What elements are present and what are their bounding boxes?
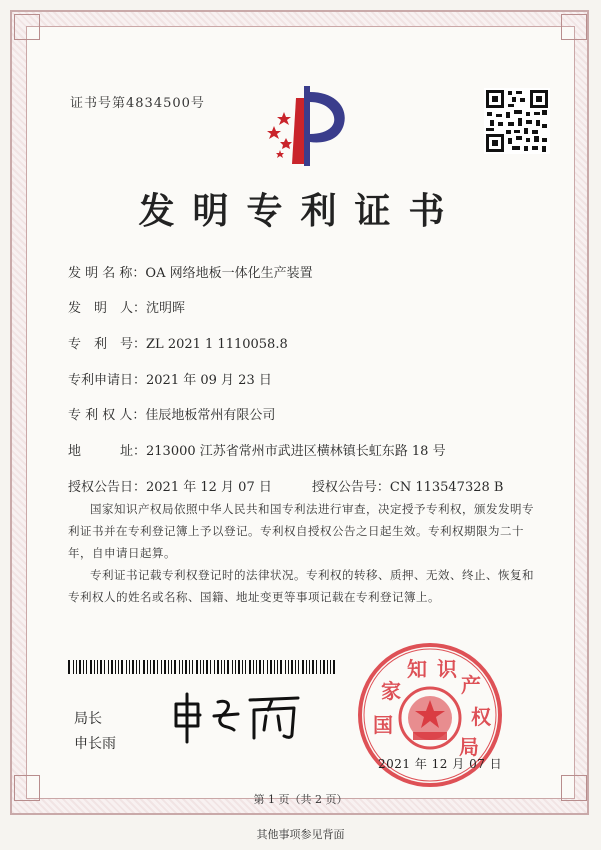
svg-text:权: 权 (471, 705, 491, 729)
field-application-date (68, 369, 272, 388)
page-number: 第 1 页（共 2 页） (253, 793, 348, 806)
director-title: 局长 (74, 711, 102, 727)
grant-date-label: 授权公告日： (68, 480, 147, 495)
barcode (68, 660, 340, 674)
grant-date-value: 2021 年 12 月 07 日 (146, 480, 272, 495)
field-value: OA 网络地板一体化生产装置 (145, 266, 313, 281)
field-label: 专 利 号： (68, 337, 147, 352)
certificate-title: 发明专利证书 (138, 190, 463, 232)
director-name: 申长雨 (74, 736, 116, 752)
field-value: ZL 2021 1 1110058.8 (146, 337, 288, 352)
field-invention-name (68, 262, 313, 281)
handwritten-signature (168, 686, 308, 746)
field-value: 2021 年 09 月 23 日 (146, 373, 272, 388)
corner-ornament (561, 14, 587, 40)
field-inventor (68, 297, 185, 316)
field-value: 沈明晖 (146, 301, 186, 316)
field-patent-number (68, 333, 288, 352)
svg-text:产: 产 (461, 673, 481, 697)
cnipa-logo (256, 78, 356, 170)
footer-note: 其他事项参见背面 (256, 828, 345, 841)
notice-paragraph-1: 国家知识产权局依照中华人民共和国专利法进行审查，决定授予专利权，颁发发明专利证书并在专利登记簿上予以登记。专利权自授权公告之日起生效。专利权期限为二十年，自申请日起算。 (68, 502, 534, 560)
svg-text:局: 局 (459, 735, 479, 759)
notice-paragraph-2: 专利证书记载专利权登记时的法律状况。专利权的转移、质押、无效、终止、恢复和专利权人的姓名或名称、国籍、地址变更等事项记载在专利登记簿上。 (68, 568, 534, 604)
grant-number-value: CN 113547328 B (389, 480, 504, 495)
grant-number-label: 授权公告号： (311, 480, 390, 495)
field-patentee (68, 404, 275, 423)
field-grant (68, 476, 503, 495)
field-address (68, 440, 446, 459)
svg-text:识: 识 (437, 657, 457, 681)
field-label: 专 利 权 人： (68, 408, 146, 423)
field-label: 发 明 人： (68, 301, 147, 316)
field-label: 发 明 名 称： (68, 266, 146, 281)
certificate-number: 证书号第4834500号 (70, 96, 205, 111)
field-label: 地 址： (68, 444, 147, 459)
svg-text:国: 国 (373, 713, 393, 737)
svg-text:知: 知 (407, 657, 427, 681)
field-value: 佳辰地板常州有限公司 (145, 408, 276, 423)
corner-ornament (14, 14, 40, 40)
svg-text:家: 家 (381, 679, 401, 703)
qr-code (484, 88, 550, 154)
field-label: 专利申请日： (68, 373, 147, 388)
field-value: 213000 江苏省常州市武进区横林镇长虹东路 18 号 (146, 444, 446, 459)
seal-date: 2021 年 12 月 07 日 (378, 757, 503, 771)
